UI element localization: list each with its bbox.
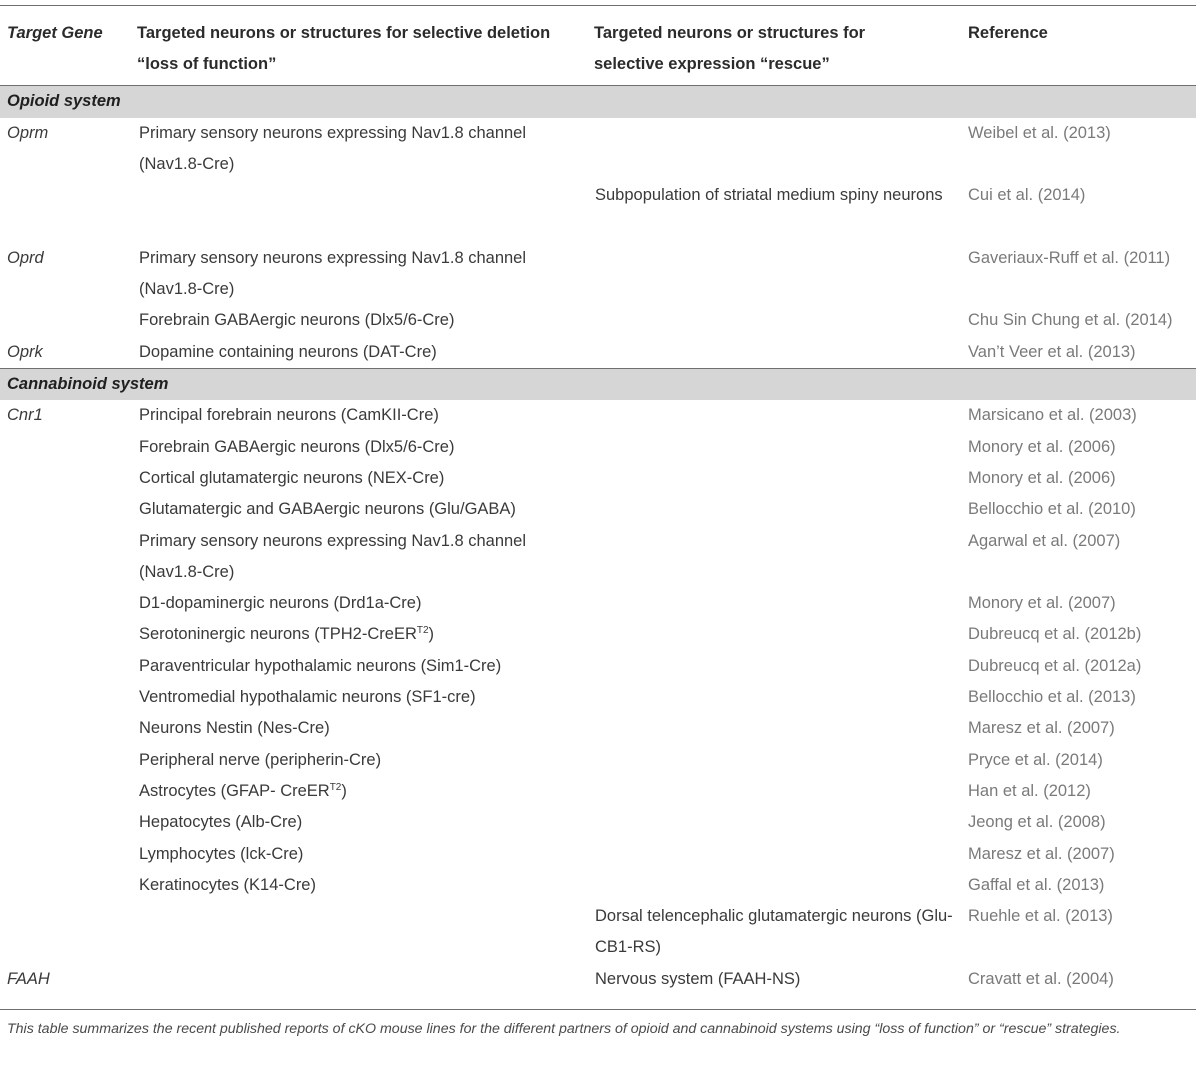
deletion-tail: ) [428,625,435,644]
table-row [0,118,1196,181]
reference-cell: Bellocchio et al. (2010) [968,500,1136,519]
reference-cell: Maresz et al. (2007) [968,844,1115,863]
deletion-text: Keratinocytes (K14-Cre) [139,875,316,894]
table-caption: This table summarizes the recent published reports of cKO mouse lines for the different partners of opioid and cannabinoid systems using “loss of function” or “rescue” strategies. [7,1021,1121,1037]
reference-cell: Gaffal et al. (2013) [968,875,1105,894]
deletion-text: Hepatocytes (Alb-Cre) [139,813,303,832]
deletion-cell [139,807,579,838]
section-header: Cannabinoid system [0,368,1196,401]
deletion-cell [139,526,579,589]
reference-cell: Jeong et al. (2008) [968,813,1106,832]
deletion-cell [139,400,579,431]
deletion-text: Forebrain GABAergic neurons (Dlx5/6-Cre) [139,311,455,330]
reference-cell: Gaveriaux-Ruff et al. (2011) [968,248,1171,267]
deletion-text: Principal forebrain neurons (CamKII-Cre) [139,406,439,425]
reference-cell: Monory et al. (2007) [968,594,1116,613]
deletion-text: Primary sensory neurons expressing Nav1.8 channel (Nav1.8-Cre) [139,248,527,298]
table-row [0,839,1196,870]
table-row [0,964,1196,995]
target-gene-cell: Oprd [7,248,44,267]
reference-cell: Weibel et al. (2013) [968,123,1111,142]
rescue-cell: Dorsal telencephalic glutamatergic neurons (Glu-CB1-RS) [595,907,953,957]
table-row [0,243,1196,306]
reference-cell: Han et al. (2012) [968,781,1091,800]
header-deletion: Targeted neurons or structures for selective deletion “loss of function” [137,24,551,73]
superscript: T2 [329,781,342,793]
deletion-text: Ventromedial hypothalamic neurons (SF1-cre) [139,688,476,707]
deletion-cell [139,619,579,650]
deletion-text: Neurons Nestin (Nes-Cre) [139,719,330,738]
header-reference: Reference [968,24,1048,42]
header-rescue: Targeted neurons or structures for selective expression “rescue” [594,24,866,73]
reference-cell: Bellocchio et al. (2013) [968,688,1136,707]
deletion-cell [139,494,579,525]
deletion-cell [139,337,579,368]
table-row [0,807,1196,838]
deletion-cell [139,870,579,901]
table-row [0,526,1196,589]
deletion-cell [139,776,579,807]
deletion-text: Primary sensory neurons expressing Nav1.8 channel (Nav1.8-Cre) [139,123,527,173]
deletion-cell [139,432,579,463]
deletion-cell [139,305,579,336]
target-gene-cell: Oprm [7,123,49,142]
table-row [0,901,1196,964]
deletion-cell [139,243,579,306]
reference-cell: Cravatt et al. (2004) [968,969,1114,988]
table-row [0,713,1196,744]
deletion-text: Paraventricular hypothalamic neurons (Sim1-Cre) [139,656,502,675]
deletion-cell [139,745,579,776]
reference-cell: Monory et al. (2006) [968,437,1116,456]
table-body [0,86,1196,995]
table-row [0,745,1196,776]
rescue-cell: Nervous system (FAAH-NS) [595,969,801,988]
reference-cell: Ruehle et al. (2013) [968,907,1113,926]
deletion-cell [139,118,579,181]
table-row [0,400,1196,431]
top-rule [0,5,1196,6]
superscript: T2 [416,625,429,637]
target-gene-cell: Oprk [7,342,43,361]
reference-cell: Monory et al. (2006) [968,468,1116,487]
deletion-text: Cortical glutamatergic neurons (NEX-Cre) [139,468,445,487]
bottom-rule [0,1009,1196,1010]
table-row [0,588,1196,619]
table-row [0,463,1196,494]
table-row [0,682,1196,713]
rescue-cell: Subpopulation of striatal medium spiny neurons [595,186,943,205]
reference-cell: Dubreucq et al. (2012a) [968,656,1142,675]
deletion-text: Dopamine containing neurons (DAT-Cre) [139,342,437,361]
deletion-text: Glutamatergic and GABAergic neurons (Glu/GABA) [139,500,516,519]
header-target-gene: Target Gene [7,24,103,42]
table-row [0,432,1196,463]
deletion-text: Peripheral nerve (peripherin-Cre) [139,750,382,769]
deletion-cell [139,839,579,870]
table-row [0,619,1196,650]
reference-cell: Marsicano et al. (2003) [968,406,1137,425]
table-row [0,776,1196,807]
deletion-text: Serotoninergic neurons (TPH2-CreER [139,625,417,644]
deletion-cell [139,588,579,619]
table-row [0,337,1196,368]
deletion-text: Primary sensory neurons expressing Nav1.8 channel (Nav1.8-Cre) [139,531,527,581]
target-gene-cell: Cnr1 [7,406,43,425]
reference-cell: Agarwal et al. (2007) [968,531,1121,550]
deletion-cell [139,651,579,682]
reference-cell: Dubreucq et al. (2012b) [968,625,1142,644]
reference-cell: Van’t Veer et al. (2013) [968,342,1136,361]
deletion-cell [139,713,579,744]
table-row [0,494,1196,525]
target-gene-cell: FAAH [7,969,50,988]
deletion-text: Forebrain GABAergic neurons (Dlx5/6-Cre) [139,437,455,456]
table-row [0,305,1196,336]
table-row [0,180,1196,243]
table-row [0,651,1196,682]
section-header: Opioid system [0,86,1196,118]
deletion-text: Astrocytes (GFAP- CreER [139,781,330,800]
reference-cell: Cui et al. (2014) [968,186,1086,205]
reference-cell: Chu Sin Chung et al. (2014) [968,311,1173,330]
table-row [0,870,1196,901]
deletion-tail: ) [341,781,347,800]
reference-cell: Maresz et al. (2007) [968,719,1115,738]
deletion-cell [139,463,579,494]
deletion-cell [139,682,579,713]
deletion-text: D1-dopaminergic neurons (Drd1a-Cre) [139,594,422,613]
deletion-text: Lymphocytes (lck-Cre) [139,844,304,863]
reference-cell: Pryce et al. (2014) [968,750,1103,769]
